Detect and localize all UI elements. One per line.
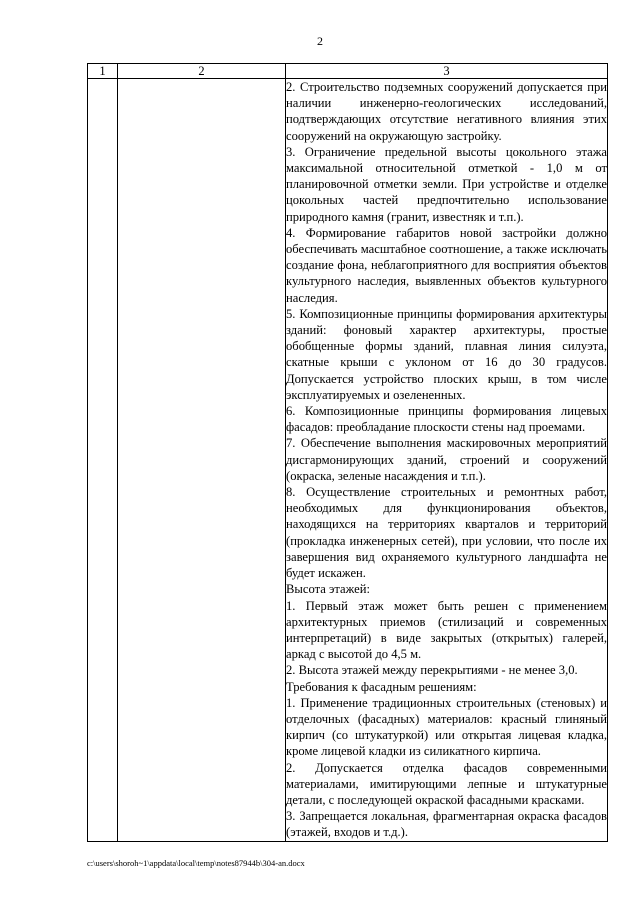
paragraph: 1. Применение традиционных строительных (стеновых) и отделочных (фасадных) материалов: красный глиняный кирпич (со штукатуркой) или открытая лицевая кладка, кроме лицевой кладки из силикатного кирпича. (286, 695, 607, 759)
paragraph: 2. Строительство подземных сооружений допускается при наличии инженерно-геологических исследований, подтверждающих отсутствие негативного влияния этих сооружений на окружающую застройку. (286, 80, 607, 143)
column-header-3: 3 (286, 64, 608, 79)
paragraph: 7. Обеспечение выполнения маскировочных мероприятий дисгармонирующих зданий, строений и сооружений (окраска, зеленые насаждения и т.п.). (286, 436, 607, 483)
table-cell-col2 (118, 79, 286, 842)
column-header-2: 2 (118, 64, 286, 79)
section-heading: Высота этажей: (286, 582, 370, 597)
paragraph: 6. Композиционные принципы формирования лицевых фасадов: преобладание плоскости стены над проемами. (286, 404, 607, 435)
footer-file-path: c:\users\shoroh~1\appdata\local\temp\notes87944b\304-an.docx (87, 858, 305, 868)
column-header-1: 1 (88, 64, 118, 79)
paragraph: 4. Формирование габаритов новой застройки должно обеспечивать масштабное соотношение, а также исключать создание фона, неблагоприятного для восприятия объектов культурного наследия, выявленных объектов культурного наследия. (286, 225, 607, 305)
section-heading: Требования к фасадным решениям: (286, 679, 477, 694)
paragraph: 3. Запрещается локальная, фрагментарная окраска фасадов (этажей, входов и т.д.). (286, 809, 607, 840)
table-cell-col3 (286, 79, 608, 842)
paragraph: 3. Ограничение предельной высоты цокольного этажа максимальной относительной отметкой - 1,0 м от планировочной отметки земли. При устройстве и отделке цокольных частей предпочтительно использование природного камня (гранит, известняк и т.п.). (286, 144, 607, 224)
document-table (87, 63, 608, 842)
table-row (88, 79, 608, 842)
paragraph: 2. Допускается отделка фасадов современными материалами, имитирующими лепные и штукатурные детали, с последующей окраской фасадными красками. (286, 760, 607, 807)
paragraph: 8. Осуществление строительных и ремонтных работ, необходимых для функционирования объектов, находящихся на территориях кварталов и территорий (прокладка инженерных сетей), при условии, что после их завершения вид охраняемого культурного ландшафта не будет искажен. (286, 485, 607, 581)
table-cell-col1 (88, 79, 118, 842)
table-header-row (88, 64, 608, 79)
paragraph: 2. Высота этажей между перекрытиями - не менее 3,0. (286, 663, 578, 678)
page-number: 2 (317, 34, 323, 48)
paragraph: 5. Композиционные принципы формирования архитектуры зданий: фоновый характер архитектуры, простые обобщенные формы зданий, плавная линия силуэта, скатные крыши с уклоном от 16 до 30 градусов. Допускается устройство плоских крыш, в том числе эксплуатируемых и озелененных. (286, 306, 607, 402)
paragraph: 1. Первый этаж может быть решен с применением архитектурных приемов (стилизаций и современных интерпретаций) в виде закрытых (открытых) галерей, аркад с высотой до 4,5 м. (286, 598, 607, 662)
